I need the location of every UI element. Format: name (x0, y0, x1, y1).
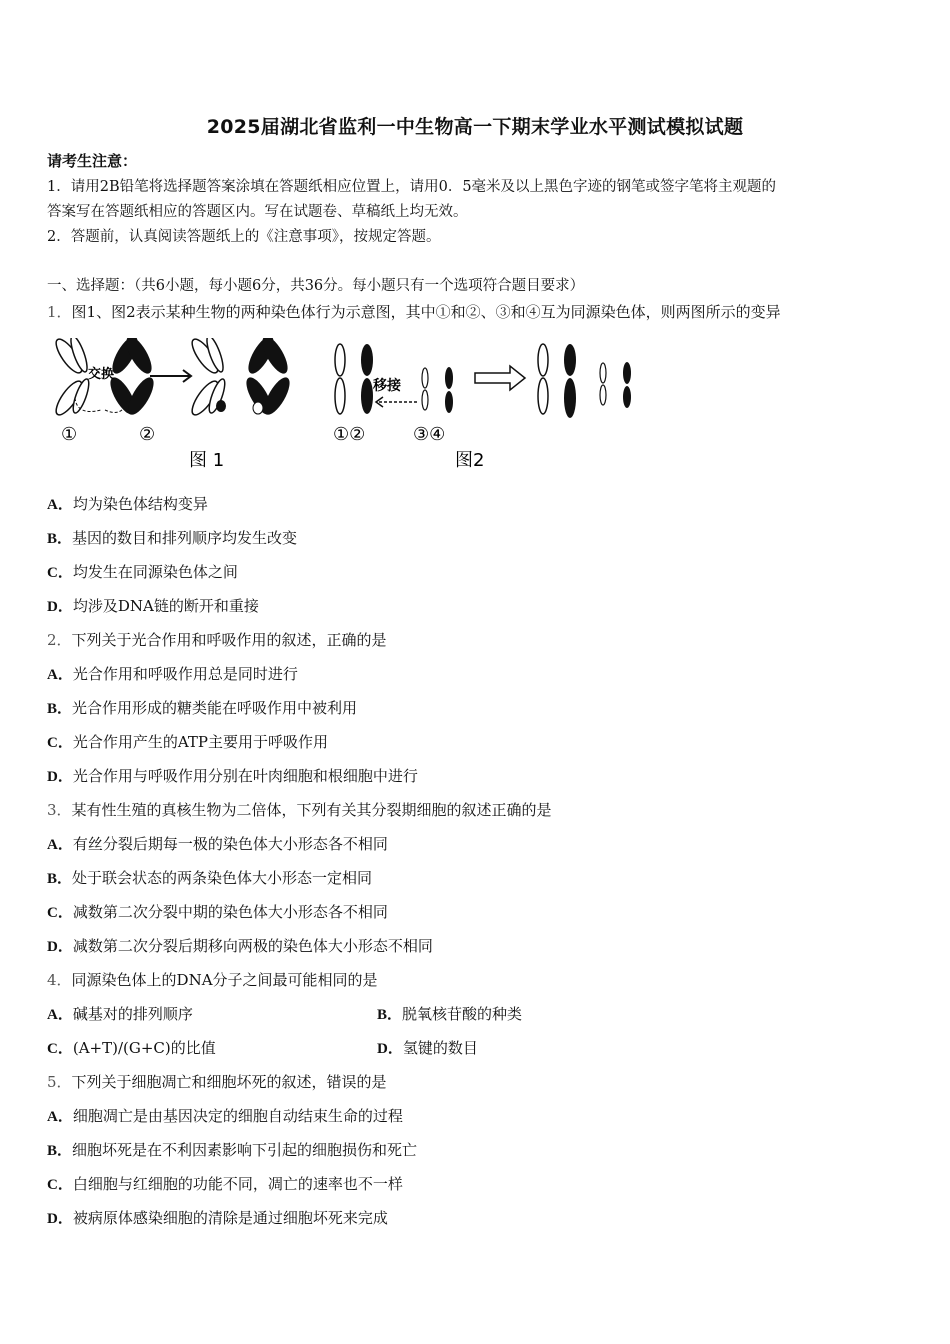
question-2: 2．下列关于光合作用和呼吸作用的叙述，正确的是 (47, 631, 387, 649)
q2-option-a: A．光合作用和呼吸作用总是同时进行 (47, 665, 298, 683)
section-heading: 一、选择题：（共6小题，每小题6分，共36分。每小题只有一个选项符合题目要求） (47, 278, 585, 294)
chromosome-fig2-4 (445, 367, 453, 413)
q5-option-c: C．白细胞与红细胞的功能不同，凋亡的速率也不一样 (47, 1175, 403, 1193)
result-arrow-icon (475, 366, 525, 390)
q1-option-c: C．均发生在同源染色体之间 (47, 563, 238, 581)
exchange-label: 交换 (88, 367, 115, 382)
chromosome-fig2-result-4 (623, 362, 631, 408)
chromosome-fig2-1 (335, 344, 345, 414)
arrow-icon (150, 370, 191, 382)
q5-option-d: D．被病原体感染细胞的清除是通过细胞坏死来完成 (47, 1209, 388, 1227)
question-1 (47, 302, 781, 322)
q3-option-d: D．减数第二次分裂后期移向两极的染色体大小形态不相同 (47, 937, 433, 955)
fig1-caption: 图 1 (189, 450, 225, 471)
translocation-label: 移接 (373, 378, 401, 394)
question-stem: 图1、图2表示某种生物的两种染色体行为示意图，其中①和②、③和④互为同源染色体，则两图所示的变异 (71, 303, 781, 321)
chromosome-2-result (242, 338, 295, 418)
chromosome-fig2-3 (422, 368, 428, 410)
label-fig2-12: ①② (333, 424, 366, 445)
label-2: ② (139, 424, 156, 445)
q4-option-a: A．碱基对的排列顺序 (47, 1005, 193, 1023)
question-number: 1． (47, 303, 72, 321)
page-title: 2025届湖北省监利一中生物高一下期末学业水平测试模拟试题 (206, 116, 744, 138)
q4-option-b: B．脱氧核苷酸的种类 (377, 1005, 523, 1023)
label-fig2-34: ③④ (413, 424, 446, 445)
q1-option-a: A．均为染色体结构变异 (47, 495, 208, 513)
q4-option-c: C．(A+T)/(G+C)的比值 (47, 1039, 216, 1057)
chromosome-1-white (55, 338, 92, 418)
q1-option-b: B．基因的数目和排列顺序均发生改变 (47, 529, 298, 547)
q1-option-d: D．均涉及DNA链的断开和重接 (47, 597, 259, 615)
notice-line-2: 2．答题前，认真阅读答题纸上的《注意事项》，按规定答题。 (47, 229, 441, 245)
q2-option-b: B．光合作用形成的糖类能在呼吸作用中被利用 (47, 699, 358, 717)
q5-option-a: A．细胞凋亡是由基因决定的细胞自动结束生命的过程 (47, 1107, 403, 1125)
q5-option-b: B．细胞坏死是在不利因素影响下引起的细胞损伤和死亡 (47, 1141, 418, 1159)
notice-line-1b: 答案写在答题纸相应的答题区内。写在试题卷、草稿纸上均无效。 (47, 204, 468, 220)
chromosome-fig2-2 (361, 344, 373, 414)
q2-option-c: C．光合作用产生的ATP主要用于呼吸作用 (47, 733, 328, 751)
question-5: 5．下列关于细胞凋亡和细胞坏死的叙述，错误的是 (47, 1073, 387, 1091)
chromosome-fig2-result-1 (538, 344, 548, 414)
q2-option-d: D．光合作用与呼吸作用分别在叶肉细胞和根细胞中进行 (47, 767, 418, 785)
notice-line-1a: 1．请用2B铅笔将选择题答案涂填在答题纸相应位置上，请用0．5毫米及以上黑色字迹的钢笔或签字笔将主观题的 (47, 179, 777, 195)
question-3: 3．某有性生殖的真核生物为二倍体，下列有关其分裂期细胞的叙述正确的是 (47, 801, 552, 819)
q4-option-d: D．氢键的数目 (377, 1039, 478, 1057)
translocation-arrow-icon (376, 397, 417, 407)
q3-option-b: B．处于联会状态的两条染色体大小形态一定相同 (47, 869, 373, 887)
fig2-caption: 图2 (455, 450, 485, 471)
q3-option-c: C．减数第二次分裂中期的染色体大小形态各不相同 (47, 903, 388, 921)
q3-option-a: A．有丝分裂后期每一极的染色体大小形态各不相同 (47, 835, 388, 853)
chromosome-figure (55, 338, 655, 478)
label-1: ① (61, 424, 78, 445)
question-4: 4．同源染色体上的DNA分子之间最可能相同的是 (47, 971, 378, 989)
notice-heading: 请考生注意： (47, 152, 138, 170)
chromosome-fig2-result-2 (564, 344, 576, 418)
chromosome-fig2-result-3 (600, 363, 606, 405)
